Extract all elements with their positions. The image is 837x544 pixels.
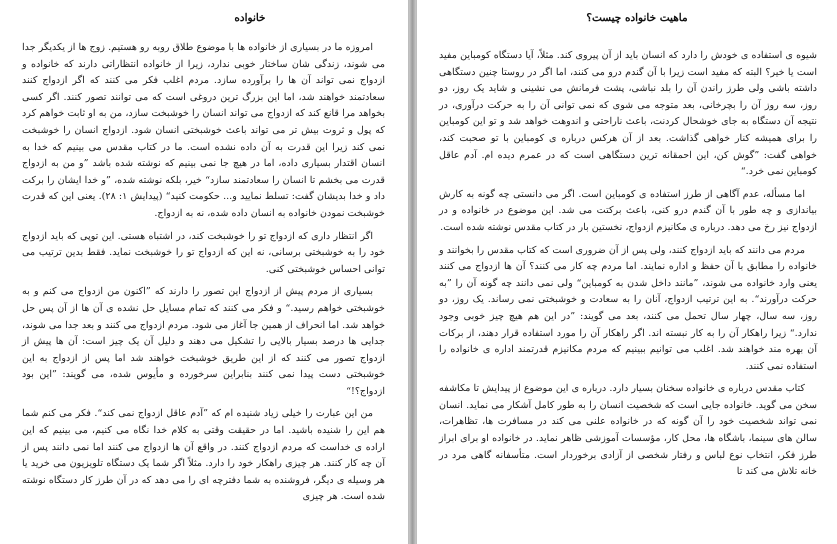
left-paragraph: بسیاری از مردم پیش از ازدواج این تصور را دارند که ”اکنون من ازدواج می کنم و به خوشبختی خواهم رسید.“ و فکر می کنند که تمام مسایل حل نشده ی آن ها از آن پس حل خواهد شد. اما انحراف از همین جا آغاز می شود. مردم ازدواج می کنند و بعد جدا می شوند، جدایی ها درصد بسیار بالایی را تشکیل می دهند و دلیل آن یک چیز است: آن ها پیش از ازدواج تصور می کنند که از این طریق خوشبخت خواهند شد اما پس از ازدواج به این خوشبختی دست پیدا نمی کنند بنابراین سرخورده و مأیوس شده، می گویند: ”این بود ازدواج؟!“ bbox=[22, 286, 385, 397]
right-page bbox=[416, 0, 837, 544]
right-paragraph: کتاب مقدس درباره ی خانواده سخنان بسیار دارد. درباره ی این موضوع از پیدایش تا مکاشفه سخن می گوید. خانواده جایی است که شخصیت انسان را به طور کامل آشکار می نماید. انسان نمی تواند شخصیت خود را آن گونه که در خانواده علنی می کند در مسافرت ها، تظاهرات، سالن های سینما، باشگاه ها، محل کار، مؤسسات آموزشی ظاهر نماید. در خانواده او برای ابراز طرز فکر، انتخاب نوع لباس و رفتار شخصی از آزادی برخوردار است. متأسفانه گاهی مرد در خانه تلاش می کند تا bbox=[439, 383, 817, 478]
left-paragraph: من این عبارت را خیلی زیاد شنیده ام که ”آدم عاقل ازدواج نمی کند“. فکر می کنم شما هم این را شنیده باشید. اما در حقیقت وقتی به کلام خدا نگاه می کنیم، می بینیم که این اراده ی خداست که مردم ازدواج کنند. در واقع آن ها ازدواج می کنند اما نمی دانند پس از آن چه کار کنند. هر چیزی راهکار خود را دارد. مثلاً اگر شما یک دستگاه تلویزیون می خرید یا هر وسیله ی دیگر، فروشنده به شما دفترچه ای را می دهد که در آن طرز کار دستگاه نوشته شده است. هر چیزی bbox=[22, 408, 385, 503]
book-gutter bbox=[409, 0, 416, 544]
left-page-body bbox=[22, 40, 385, 512]
left-page-title: خانواده bbox=[234, 12, 266, 24]
right-paragraph: شیوه ی استفاده ی خودش را دارد که انسان باید از آن پیروی کند. مثلاً، آیا دستگاه کومباین مفید است یا خیر؟ البته که مفید است زیرا با آن گندم درو می کنند، اما اگر در روستا چنین دستگاهی داشته باشی ولی طرز راندن آن را بلد نباشی، پشت فرمانش می نشینی و شاید یک روز، دو روز، سه روز آن را بچرخانی، بعد متوجه می شوی که نمی توانی آن را به حرکت درآوری، در نتیجه آن دستگاه به جای خوشحال کردنت، باعث ناراحتی و اندوهت خواهد شد و تو این کومباین را برای همیشه کنار خواهی گذاشت. بعد از آن هرکس درباره ی کومباین با تو صحبت کند، خواهی گفت: ”گوش کن، این احمقانه ترین دستگاهی است که در عمرم دیده ام. آدم عاقل کومباین نمی خرد.“ bbox=[439, 50, 817, 178]
left-paragraph: امروزه ما در بسیاری از خانواده ها با موضوع طلاق روبه رو هستیم. زوج ها از یکدیگر جدا می شوند، زندگی شان ساختار خوبی ندارد، زیرا از خانواده انتظاراتی دارند که خانواده و ازدواج نمی تواند آن ها را برآورده سازد. مردم اغلب فکر می کنند که اگر ازدواج کنند سعادتمند خواهند شد، اما این بزرگ ترین دروغی است که می توانند تصور کنند. اگر کسی بخواهد مرا قانع کند که ازدواج می تواند انسان را خوشبخت سازد، من به او ثابت خواهم کرد که پول و ثروت بیش تر می تواند باعث خوشبختی انسان شود. ازدواج انسان را خوشبخت نمی کند زیرا این قدرت به آن داده نشده است. ما در کتاب مقدس می بینیم که خدا به انسان اقتدار بسیاری داده، اما در هیچ جا نمی بینیم که نوشته شده باشد ”و من به ازدواج قدرت می بخشم تا انسان را سعادتمند سازد“ خیر، بلکه نوشته شده، ”و خدا ایشان را برکت داد و خدا بدیشان گفت: تسلط نمایید و... حکومت کنید“ (پیدایش ۱: ۲۸). یعنی این که قدرت خوشبخت نمودن خانواده به انسان داده شده، نه به ازدواج. bbox=[22, 42, 385, 219]
right-paragraph: مردم می دانند که باید ازدواج کنند، ولی پس از آن ضروری است که کتاب مقدس را بخوانند و خانواده را مطابق با آن حفظ و اداره نمایند. اما مردم چه کار می کنند؟ آن ها ازدواج می کنند یعنی وارد خانواده می شوند، ”مانند داخل شدن به کومباین“ ولی نمی دانند چه گونه آن را ”به حرکت درآورند“. به این ترتیب ازدواج، آنان را به سعادت و خوشبختی نمی رساند. یک روز، دو روز، سه سال، چهار سال تحمل می کنند، بعد می گویند: ”در این هم هیچ چیز خوبی وجود ندارد.“ زیرا راهکار آن را به کار نبسته اند. اگر راهکار آن را مورد استفاده قرار دهند، از برکات آن بهره مند خواهند شد. اغلب می توانیم ببینیم که مردم مکانیزم قدرتمند اداره ی خانواده را استفاده نمی کنند. bbox=[439, 244, 817, 372]
right-page-body bbox=[439, 48, 817, 487]
left-page bbox=[0, 0, 409, 544]
right-paragraph: اما مسأله، عدم آگاهی از طرز استفاده ی کومباین است. اگر می دانستی چه گونه به کارش بیاندازی و چه طور با آن گندم درو کنی، باعث برکتت می شد. این موضوع در خانواده و در ازدواج نیز رخ می دهد. درباره ی مکانیزم ازدواج، نخستین بار در کتاب مقدس نوشته شده است. bbox=[439, 188, 817, 233]
left-paragraph: اگر انتظار داری که ازدواج تو را خوشبخت کند، در اشتباه هستی. این توپی که باید ازدواج خود را به خوشبختی برسانی، نه این که ازدواج تو را خوشبخت نماید. فقط بدین ترتیب می توانی احساس خوشبختی کنی. bbox=[22, 230, 385, 275]
right-page-title: ماهیت خانواده چیست؟ bbox=[586, 12, 688, 24]
